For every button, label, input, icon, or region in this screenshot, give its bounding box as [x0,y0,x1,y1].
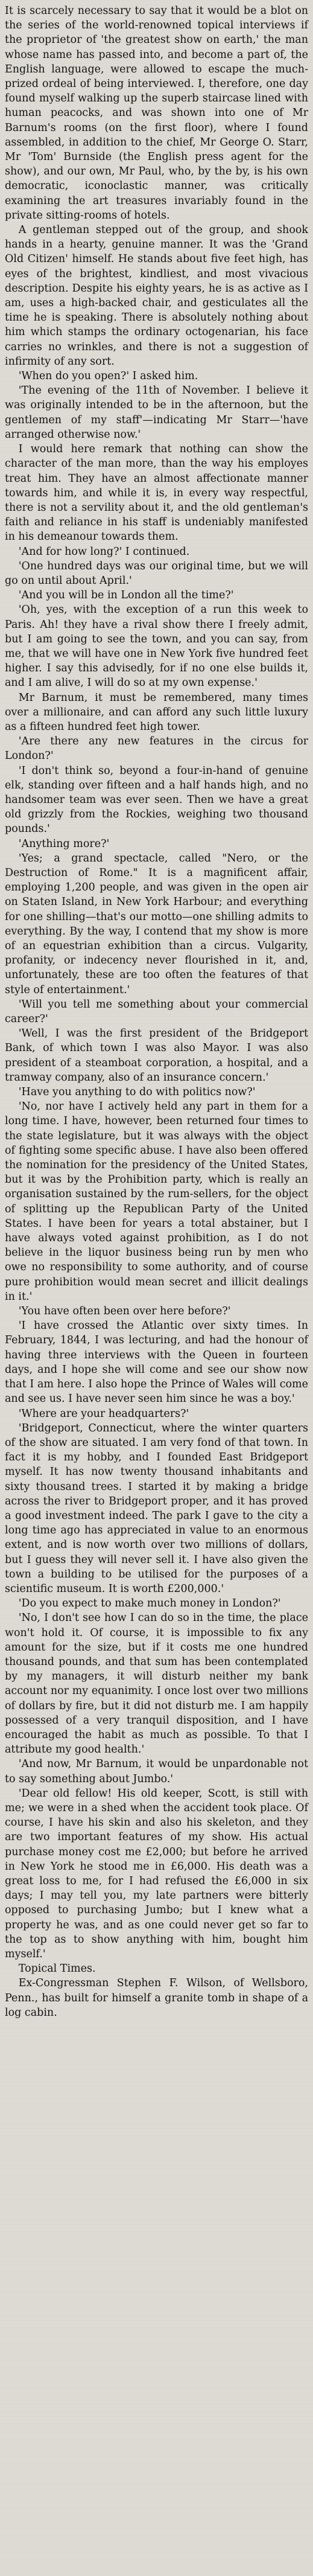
article-paragraph: I would here remark that nothing can show the character of the man more, than the way his employes treat him. They have an almost affectionate manner towards him, and while it is, in every way respectful, there is not a servility about it, and the old gentleman's faith and reliance in his staff is undeniably manifested in his demeanour towards them. [5,443,308,543]
article-paragraph: 'Do you expect to make much money in London?' [18,1597,281,1610]
article-paragraph: 'No, nor have I actively held any part in them for a long time. I have, however, been returned four times to the state legislature, but it was always with the object of fighting some specific abuse. I have also been offered the nomination for the presidency of the United States, but it was by the Prohibition party, which is really an organisation sustained by the rum-sellers, for the object of splitting up the Republican Party of the United States. I have been for years a total abstainer, but I have always voted against prohibition, as I do not believe in the liquor business being run by men who owe no responsibility to some authority, and of course pure prohibition would mean secret and illicit dealings in it.' [5,1101,308,1303]
article-paragraph: 'And for how long?' I continued. [18,545,190,558]
article-paragraph: 'Well, I was the first president of the Bridgeport Bank, of which town I was also Mayor. I was also president of a steamboat corporation, a hospital, and a tramway company, also of an insurance concern.' [5,1028,308,1084]
article-paragraph: 'Where are your headquarters?' [18,1407,189,1420]
article-paragraph: 'When do you open?' I asked him. [18,370,198,383]
article-paragraph: Ex-Congressman Stephen F. Wilson, of Wellsboro, Penn., has built for himself a granite tomb in shape of a log cabin. [5,1977,308,2019]
article-paragraph: 'Dear old fellow! His old keeper, Scott, is still with me; we were in a shed when the accident took place. Of course, I have his skin and also his skeleton, and they are two important features of my show. His actual purchase money cost me £2,000; but before he arrived in New York he stood me in £6,000. His death was a great loss to me, for I had refused the £6,000 in six days; I may tell you, my late partners were bitterly opposed to purchasing Jumbo; but I knew what a property he was, and as one could never get so far to the top as to show anything with him, bought him myself.' [5,1787,308,1961]
article-paragraph: It is scarcely necessary to say that it would be a blot on the series of the world-renowned topical interviews if the proprietor of 'the greatest show on earth,' the man whose name has passed into, and become a part of, the English language, were allowed to escape the much-prized ordeal of being interviewed. I, therefore, one day found myself walking up the superb staircase lined with human peacocks, and was shown into one of Mr Barnum's rooms (on the first floor), where I found assembled, in addition to the chief, Mr George O. Starr, Mr 'Tom' Burnside (the English press agent for the show), and our own, Mr Paul, who, by the by, is his own democratic, iconoclastic manner, was critically examining the art treasures invariably found in the private sitting-rooms of hotels. [5,5,308,222]
article-paragraph: 'No, I don't see how I can do so in the time, the place won't hold it. Of course, it is impossible to fix any amount for the size, but if it costs me one hundred thousand pounds, and that sum has been contemplated by my managers, it will disturb neither my bank account nor my equanimity. I once lost over two millions of dollars by fire, but it did not disturb me. I am happily possessed of a very tranquil disposition, and I have encouraged the habit as much as possible. To that I attribute my good health.' [5,1612,308,1756]
article-paragraph: A gentleman stepped out of the group, and shook hands in a hearty, genuine manner. It was the 'Grand Old Citizen' himself. He stands about five feet high, has eyes of the brightest, kindliest, and most vivacious description. Despite his eighty years, he is as active as I am, uses a high-backed chair, and gesticulates all the time he is speaking. There is absolutely nothing about him which stamps the ordinary octogenarian, his face carries no wrinkles, and there is not a suggestion of infirmity of any sort. [5,224,308,368]
article-paragraph: 'I don't think so, beyond a four-in-hand of genuine elk, standing over fifteen and a half hands high, and no handsomer team was ever seen. Then we have a great old grizzly from the Rockies, weighing two thousand pounds.' [5,764,308,836]
article-paragraph: Mr Barnum, it must be remembered, many times over a millionaire, and can afford any such little luxury as a fifteen hundred feet high tower. [5,691,308,733]
article-paragraph: 'Are there any new features in the circus for London?' [5,735,308,762]
article-paragraph: 'I have crossed the Atlantic over sixty times. In February, 1844, I was lecturing, and had the honour of having three interviews with the Queen in fourteen days, and I hope she will come and see our show now that I am here. I also hope the Prince of Wales will come and see us. I have never seen him since he was a boy.' [5,1320,308,1405]
article-paragraph: 'Have you anything to do with politics now?' [18,1086,256,1099]
article-paragraph: 'Oh, yes, with the exception of a run this week to Paris. Ah! they have a rival show there I freely admit, but I am going to see the town, and you can say, from me, that we will have one in New York five hundred feet higher. I say this advisedly, for if no one else builds it, and I am alive, I will do so at my own expense.' [5,604,308,689]
article-paragraph: 'One hundred days was our original time, but we will go on until about April.' [5,560,308,587]
article-paragraph: 'Bridgeport, Connecticut, where the winter quarters of the show are situated. I am very fond of that town. In fact it is my hobby, and I founded East Bridgeport myself. It has now twenty thousand inhabitants and sixty thousand trees. I started it by making a bridge across the river to Bridgeport proper, and it has proved a good investment indeed. The park I gave to the city a long time ago has appreciated in value to an enormous extent, and is now worth over two millions of dollars, but I guess they will never sell it. I have also given the town a building to be utilised for the purposes of a scientific museum. It is worth £200,000.' [5,1422,308,1595]
article-paragraph: 'The evening of the 11th of November. I believe it was originally intended to be in the afternoon, but the gentlemen of my staff'—indicating Mr Starr—'have arranged otherwise now.' [5,385,308,441]
source-credit: Topical Times. [18,1963,96,1975]
article-paragraph: 'Anything more?' [18,837,110,850]
article-paragraph: 'Yes; a grand spectacle, called "Nero, or the Destruction of Rome." It is a magnificent affair, employing 1,200 people, and was given in the open air on Staten Island, in New York Harbour; and everything for one shilling—that's our motto—one shilling admits to everything. By the way, I contend that my show is more of an equestrian exhibition than a circus. Vulgarity, profanity, or indecency never flourished in it, and, unfortunately, these are too often the features of that style of entertainment.' [5,852,308,996]
article-paragraph: 'And you will be in London all the time?' [18,589,234,602]
article-paragraph: 'And now, Mr Barnum, it would be unpardonable not to say something about Jumbo.' [5,1758,308,1785]
article-paragraph: 'You have often been over here before?' [18,1305,231,1318]
article-paragraph: 'Will you tell me something about your commercial career?' [5,998,308,1026]
